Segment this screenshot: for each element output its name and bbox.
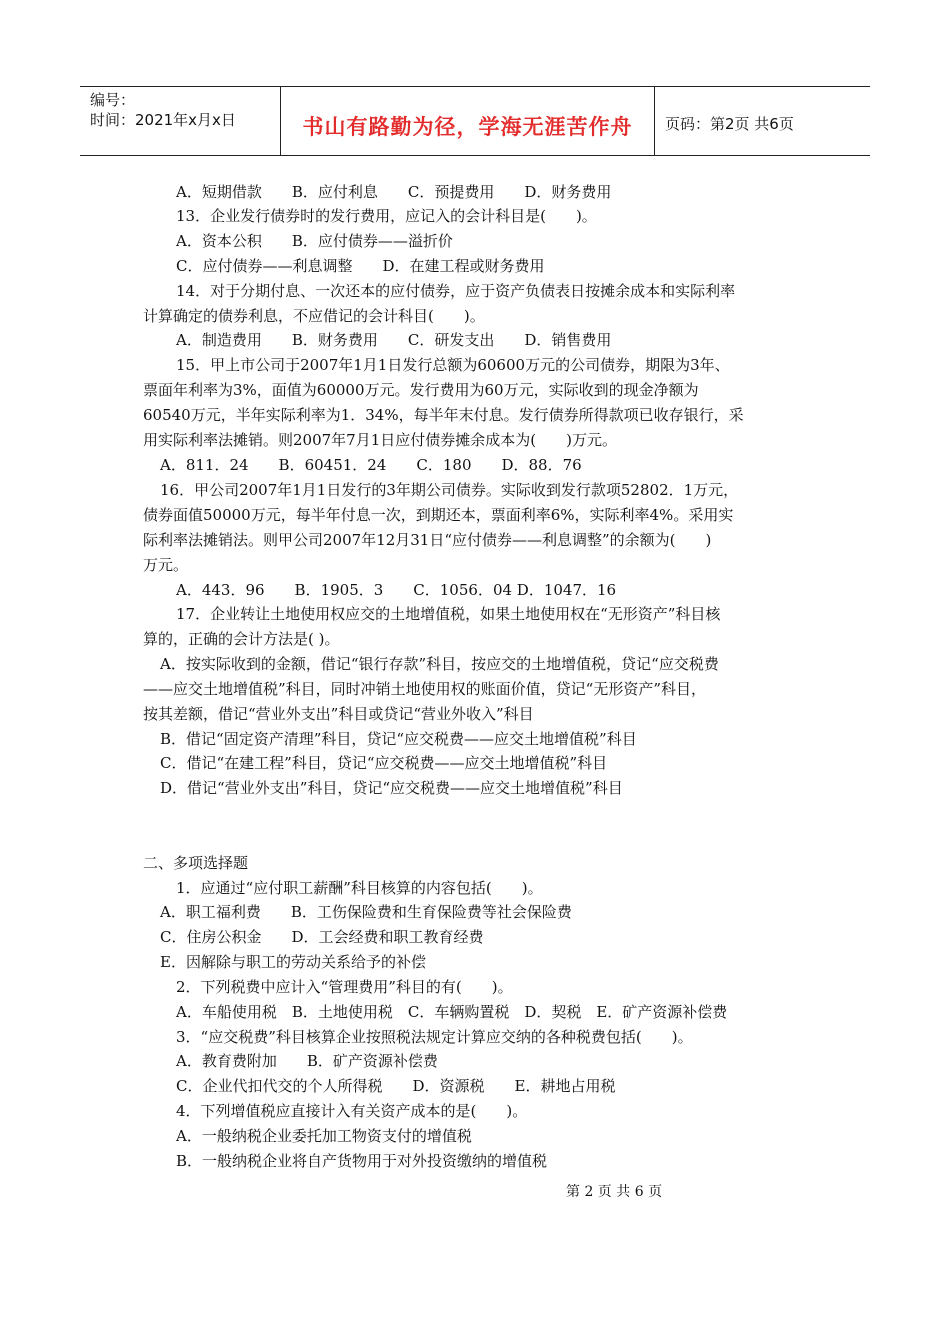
text-line: E．因解除与职工的劳动关系给予的补偿 (160, 953, 426, 971)
text-line: 万元。 (143, 556, 189, 574)
text-line: 票面年利率为3%，面值为60000万元。发行费用为60万元，实际收到的现金净额为 (143, 381, 699, 399)
text-line: 2．下列税费中应计入“管理费用”科目的有( )。 (176, 978, 513, 996)
page-footer: 第 2 页 共 6 页 (566, 1184, 663, 1200)
text-line: A．短期借款 B．应付利息 C．预提费用 D．财务费用 (176, 183, 612, 201)
header-motto-cell (281, 87, 655, 155)
text-line: 际利率法摊销法。则甲公司2007年12月31日“应付债券——利息调整”的余额为( ) (143, 531, 712, 549)
text-line: A．车船使用税 B．土地使用税 C．车辆购置税 D．契税 E．矿产资源补偿费 (176, 1003, 728, 1021)
text-line: C．借记“在建工程”科目，贷记“应交税费——应交土地增值税”科目 (160, 754, 608, 772)
text-line: 计算确定的债券利息，不应借记的会计科目( )。 (143, 307, 485, 325)
text-line: A．811．24 B．60451．24 C．180 D．88．76 (160, 456, 582, 474)
header-page-cell (655, 87, 870, 155)
text-line: A．443．96 B．1905．3 C．1056．04 D．1047．16 (176, 581, 617, 599)
section-heading: 二、多项选择题 (143, 854, 249, 872)
text-line: 16．甲公司2007年1月1日发行的3年期公司债券。实际收到发行款项52802．1万元， (160, 481, 739, 499)
text-line: 15．甲上市公司于2007年1月1日发行总额为60600万元的公司债券，期限为3年、 (176, 356, 730, 374)
text-line: 用实际利率法摊销。则2007年7月1日应付债券摊余成本为( )万元。 (143, 431, 617, 449)
text-line: 60540万元，半年实际利率为1．34%，每半年末付息。发行债券所得款项已收存银行，采 (143, 406, 744, 424)
text-line: 3．“应交税费”科目核算企业按照税法规定计算应交纳的各种税费包括( )。 (176, 1028, 693, 1046)
text-line: 债券面值50000万元，每半年付息一次，到期还本，票面利率6%，实际利率4%。采用实 (143, 506, 734, 524)
document-number-label: 编号： (90, 91, 136, 109)
text-line: 1．应通过“应付职工薪酬”科目核算的内容包括( )。 (176, 879, 543, 897)
document-time-label: 时间：2021年x月x日 (90, 111, 236, 129)
text-line: A．教育费附加 B．矿产资源补偿费 (176, 1052, 438, 1070)
text-line: 13．企业发行债券时的发行费用，应记入的会计科目是( )。 (176, 207, 597, 225)
text-line: A．按实际收到的金额，借记“银行存款”科目，按应交的土地增值税，贷记“应交税费 (160, 655, 719, 673)
text-line: C．企业代扣代交的个人所得税 D．资源税 E．耕地占用税 (176, 1077, 616, 1095)
header-motto: 书山有路勤为径，学海无涯苦作舟 (302, 115, 633, 139)
text-line: A．一般纳税企业委托加工物资支付的增值税 (176, 1127, 472, 1145)
text-line: D．借记“营业外支出”科目，贷记“应交税费——应交土地增值税”科目 (160, 779, 623, 797)
text-line: A．职工福利费 B．工伤保险费和生育保险费等社会保险费 (160, 903, 572, 921)
text-line: ——应交土地增值税”科目，同时冲销土地使用权的账面价值，贷记“无形资产”科目， (143, 680, 707, 698)
header-meta-cell (80, 87, 281, 155)
text-line: A．制造费用 B．财务费用 C．研发支出 D．销售费用 (176, 331, 612, 349)
text-line: B．借记“固定资产清理”科目，贷记“应交税费——应交土地增值税”科目 (160, 730, 637, 748)
text-line: 4．下列增值税应直接计入有关资产成本的是( )。 (176, 1102, 528, 1120)
header-page-info: 页码：第2页 共6页 (665, 115, 794, 133)
text-line: C．应付债券——利息调整 D．在建工程或财务费用 (176, 257, 545, 275)
text-line: B．一般纳税企业将自产货物用于对外投资缴纳的增值税 (176, 1152, 548, 1170)
text-line: 算的，正确的会计方法是( )。 (143, 630, 340, 648)
text-line: A．资本公积 B．应付债券——溢折价 (176, 232, 453, 250)
text-line: 17．企业转让土地使用权应交的土地增值税，如果土地使用权在“无形资产”科目核 (176, 605, 721, 623)
page-header (80, 86, 870, 156)
text-line: C．住房公积金 D．工会经费和职工教育经费 (160, 928, 484, 946)
text-line: 14．对于分期付息、一次还本的应付债券，应于资产负债表日按摊余成本和实际利率 (176, 282, 736, 300)
text-line: 按其差额，借记“营业外支出”科目或贷记“营业外收入”科目 (143, 705, 534, 723)
